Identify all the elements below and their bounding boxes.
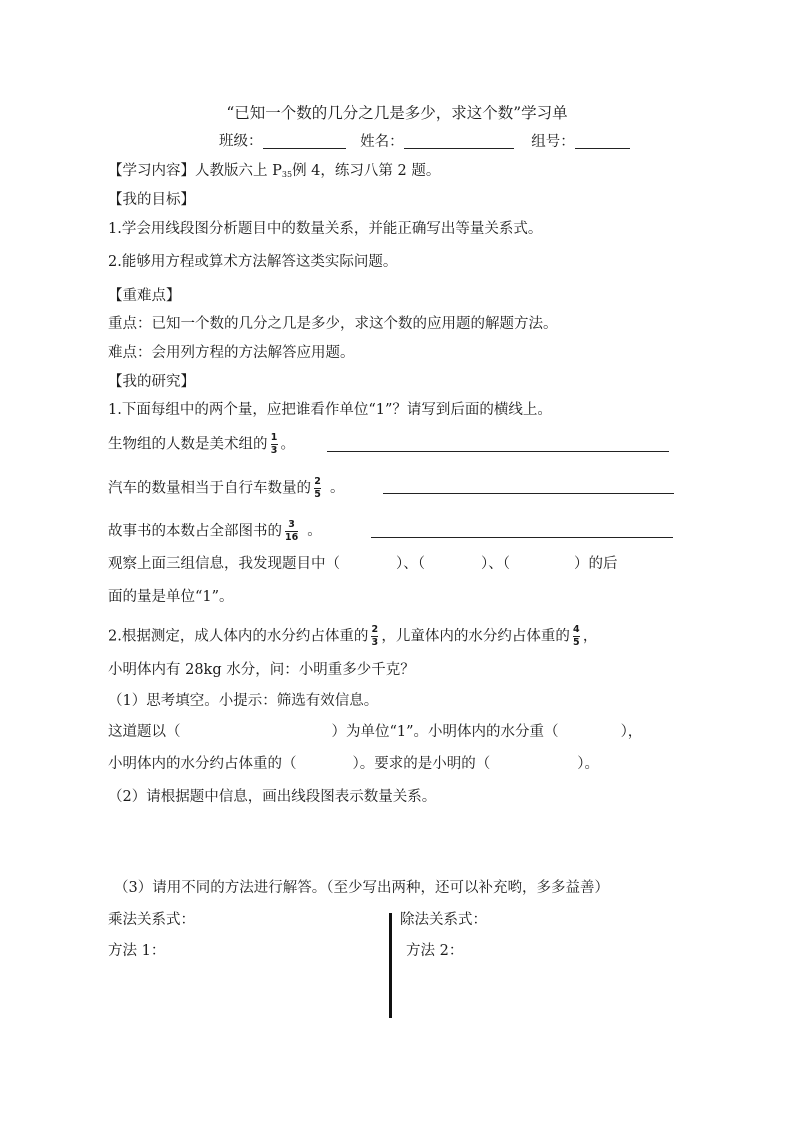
q1-item-2-text: 汽车的数量相当于自行车数量的 [108, 480, 311, 497]
method-1-label: 方法 1： [108, 943, 166, 959]
fraction-4-5 [573, 625, 580, 648]
fraction-3-16 [285, 520, 298, 543]
fraction-2-3 [371, 625, 378, 648]
fill1-text-b: ）为单位“1”。小明体内的水分重（ [331, 724, 559, 740]
content-heading: 【学习内容】 [108, 163, 195, 179]
fraction-denominator: 5 [573, 636, 580, 648]
fill1-text-c: ）， [620, 724, 643, 740]
fraction-denominator: 3 [371, 636, 379, 648]
fill1-text-a: 这道题以（ [108, 724, 181, 740]
fraction-numerator: 3 [288, 519, 295, 530]
fill-line-2 [108, 757, 599, 772]
keypoints-heading: 【重难点】 [108, 288, 181, 304]
page-title: “已知一个数的几分之几是多少，求这个数”学习单 [226, 104, 568, 122]
fraction-denominator: 16 [285, 531, 299, 543]
q2-sub-2: （2）请根据题中信息，画出线段图表示数量关系。 [108, 789, 437, 805]
name-field[interactable] [404, 134, 514, 149]
q2-text-a: 2.根据测定，成人体内的水分约占体重的 [108, 628, 369, 645]
observe-line-2: 面的量是单位“1”。 [108, 589, 234, 605]
content-line [108, 164, 440, 179]
fraction-numerator: 2 [314, 476, 321, 487]
q2-sub-1: （1）思考填空。小提示：筛选有效信息。 [108, 693, 379, 709]
q1-item-3 [108, 520, 322, 543]
answer-line-3[interactable] [371, 537, 673, 538]
goal-item-2: 2.能够用方程或算术方法解答这类实际问题。 [108, 254, 398, 270]
observe-text-c: ）、（ [481, 556, 510, 572]
q1-item-3-end: 。 [307, 523, 322, 540]
content-page-subscript: 35 [281, 170, 293, 179]
answer-line-1[interactable] [327, 451, 669, 452]
fraction-numerator: 1 [270, 432, 278, 443]
goals-heading: 【我的目标】 [108, 192, 195, 208]
fraction-denominator: 5 [314, 488, 321, 500]
q2-line-1 [108, 625, 597, 648]
q2-line-2: 小明体内有 28kg 水分，问：小明重多少千克？ [108, 662, 415, 678]
group-field[interactable] [575, 134, 630, 149]
fill2-text-b: ）。要求的是小明的（ [352, 756, 491, 772]
q1-item-2-end: 。 [330, 480, 345, 497]
fraction-numerator: 2 [371, 624, 379, 635]
content-text-b: 例 4，练习八第 2 题。 [292, 163, 441, 179]
difficult-point: 难点：会用列方程的方法解答应用题。 [108, 345, 355, 361]
group-label: 组号： [531, 133, 575, 150]
key-point: 重点：已知一个数的几分之几是多少，求这个数的应用题的解题方法。 [108, 316, 558, 332]
fraction-1-3 [271, 433, 278, 456]
q2-sub-3: （3）请用不同的方法进行解答。（至少写出两种，还可以补充哟，多多益善） [114, 880, 609, 896]
fraction-2-5 [314, 477, 321, 500]
fill-line-1 [108, 725, 642, 740]
student-info-row [219, 134, 630, 149]
multiplication-relation-label: 乘法关系式： [108, 912, 195, 928]
q1-item-1-text: 生物组的人数是美术组的 [108, 436, 268, 453]
fill2-text-a: 小明体内的水分约占体重的（ [108, 756, 297, 772]
method-2-label: 方法 2： [406, 943, 464, 959]
q1-item-1 [108, 433, 295, 456]
fraction-numerator: 4 [573, 624, 580, 635]
name-label: 姓名： [360, 133, 404, 150]
q1-item-2 [108, 477, 345, 500]
class-field[interactable] [263, 134, 346, 149]
goal-item-1: 1.学会用线段图分析题目中的数量关系，并能正确写出等量关系式。 [108, 221, 543, 237]
observe-text-a: 观察上面三组信息，我发现题目中（ [108, 556, 340, 572]
fill2-text-c: ）。 [577, 756, 599, 772]
fraction-denominator: 3 [270, 444, 278, 456]
q1-item-3-text: 故事书的本数占全部图书的 [108, 523, 282, 540]
observe-text-b: ）、（ [396, 556, 425, 572]
content-text-a: 人教版六上 P [195, 163, 282, 179]
division-relation-label: 除法关系式： [400, 912, 487, 928]
column-divider [389, 913, 392, 1018]
observe-text-d: ）的后 [574, 556, 618, 572]
class-label: 班级： [219, 133, 263, 150]
q2-text-c: ， [582, 628, 598, 645]
q1-prompt: 1.下面每组中的两个量，应把谁看作单位“1”？请写到后面的横线上。 [108, 402, 552, 418]
q2-text-b: ，儿童体内的水分约占体重的 [381, 628, 570, 645]
answer-line-2[interactable] [383, 493, 674, 494]
observe-line-1 [108, 557, 618, 572]
q1-item-1-end: 。 [280, 436, 295, 453]
research-heading: 【我的研究】 [108, 374, 195, 390]
